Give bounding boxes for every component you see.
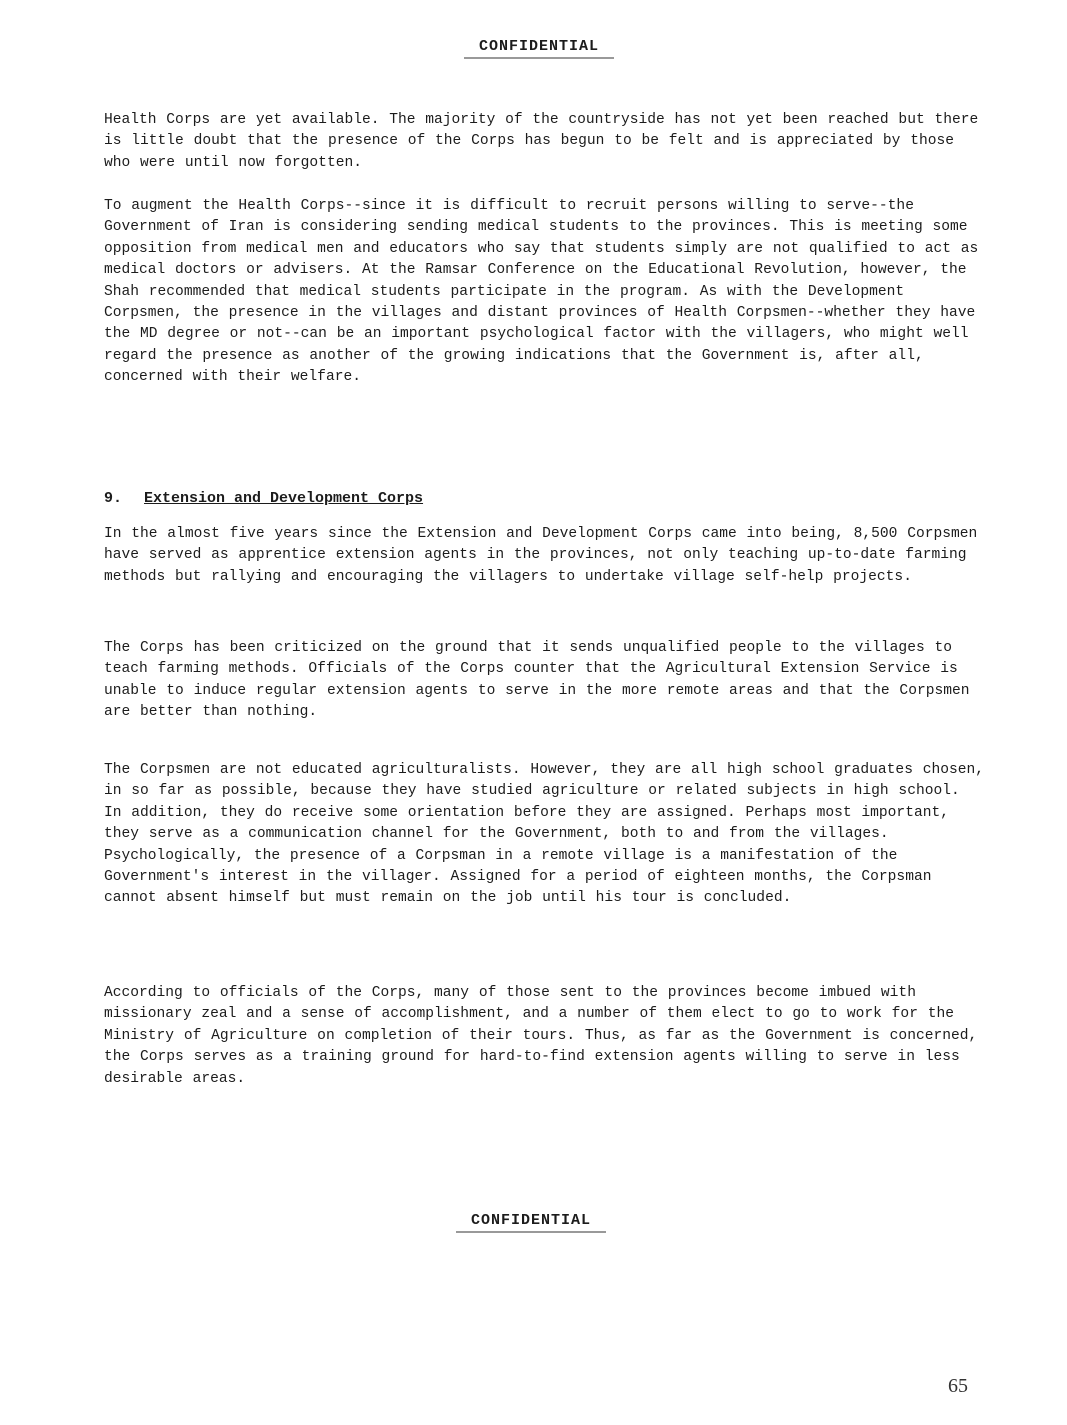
classification-footer-rule: [456, 1231, 606, 1233]
section-title: Extension and Development Corps: [144, 490, 424, 507]
paragraph: According to officials of the Corps, many of those sent to the provinces become imbued with missionary zeal and a sense of accomplishment, and a number of them elect to go to work for the Ministry of Agriculture on completion of their tours. Thus, as far as the Government is concerned, the Corps serves as a training ground for hard-to-find extension agents willing to serve in less desirable areas.: [104, 985, 978, 1087]
paragraph: In the almost five years since the Extension and Development Corps came into being, 8,500 Corpsmen have served as apprentice extension agents in the provinces, not only teaching up-to-date farming methods but rallying and encouraging the villagers to undertake village self-help projects.: [104, 526, 978, 585]
paragraph: The Corps has been criticized on the ground that it sends unqualified people to the villages to teach farming methods. Officials of the Corps counter that the Agricultural Extension Service is unable to induce regular extension agents to serve in the more remote areas and that the Corpsmen are better than nothing.: [104, 640, 970, 721]
classification-header-rule: [464, 57, 614, 59]
section-number: 9.: [104, 490, 123, 507]
paragraph: The Corpsmen are not educated agriculturalists. However, they are all high school graduates chosen, in so far as possible, because they have studied agriculture or related subjects in high school. In addition, they do receive some orientation before they are assigned. Perhaps most important, they serve as a communication channel for the Government, both to and from the villages. Psychologically, the presence of a Corpsman in a remote village is a manifestation of the Government's interest in the villager. Assigned for a period of eighteen months, the Corpsman cannot absent himself but must remain on the job until his tour is concluded.: [104, 762, 985, 907]
classification-footer-text: CONFIDENTIAL: [470, 1212, 592, 1229]
paragraph: Health Corps are yet available. The majority of the countryside has not yet been reached but there is little doubt that the presence of the Corps has begun to be felt and is appreciated by those who were until now forgotten.: [104, 112, 979, 171]
section-heading: [104, 490, 423, 507]
classification-header: [464, 38, 614, 59]
page-number: 65: [948, 1375, 968, 1397]
classification-footer: [456, 1212, 606, 1233]
classification-header-text: CONFIDENTIAL: [478, 38, 600, 55]
paragraph: To augment the Health Corps--since it is difficult to recruit persons willing to serve--the Government of Iran is considering sending medical students to the provinces. This is meeting some opposition from medical men and educators who say that students simply are not qualified to act as medical doctors or advisers. At the Ramsar Conference on the Educational Revolution, however, the Shah recommended that medical students participate in the program. As with the Development Corpsmen, the presence in the villages and distant provinces of Health Corpsmen--whether they have the MD degree or not--can be an important psychological factor with the villagers, who might well regard the presence as another of the growing indications that the Government is, after all, concerned with their welfare.: [104, 198, 979, 386]
